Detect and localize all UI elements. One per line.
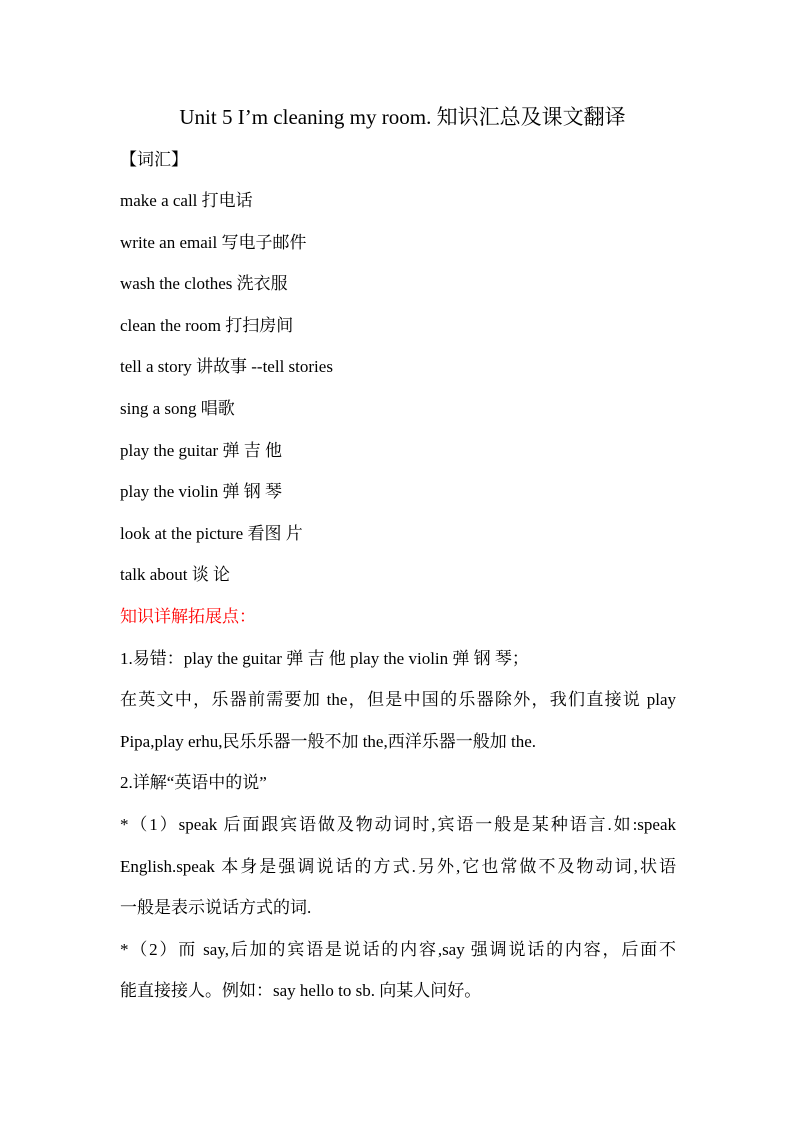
point-line: *（2）而 say,后加的宾语是说话的内容,say 强调说话的内容，后面不	[120, 940, 676, 959]
vocab-heading: 【词汇】	[120, 150, 188, 169]
vocab-item: write an email 写电子邮件	[120, 233, 307, 252]
point-line: English.speak 本身是强调说话的方式.另外,它也常做不及物动词,状语	[120, 857, 676, 876]
point-line: 1.易错：play the guitar 弹 吉 他 play the violin 弹 钢 琴；	[120, 649, 529, 668]
section-heading: 知识详解拓展点：	[120, 607, 256, 626]
vocab-item: tell a story 讲故事 --tell stories	[120, 357, 333, 376]
point-line: Pipa,play erhu,民乐乐器一般不加 the,西洋乐器一般加 the.	[120, 732, 536, 751]
vocab-item: play the guitar 弹 吉 他	[120, 441, 282, 460]
vocab-item: sing a song 唱歌	[120, 399, 235, 418]
vocab-item: clean the room 打扫房间	[120, 316, 294, 335]
vocab-item: talk about 谈 论	[120, 565, 231, 584]
vocab-item: look at the picture 看图 片	[120, 524, 303, 543]
vocab-item: make a call 打电话	[120, 191, 253, 210]
vocab-item: play the violin 弹 钢 琴	[120, 482, 282, 501]
page-title: Unit 5 I’m cleaning my room. 知识汇总及课文翻译	[179, 105, 626, 129]
point-line: 2.详解“英语中的说”	[120, 773, 267, 792]
point-line: *（1）speak 后面跟宾语做及物动词时,宾语一般是某种语言.如:speak	[120, 815, 676, 834]
vocab-item: wash the clothes 洗衣服	[120, 274, 288, 293]
point-line: 在英文中，乐器前需要加 the，但是中国的乐器除外，我们直接说 play	[120, 690, 676, 709]
point-line: 一般是表示说话方式的词.	[120, 898, 312, 917]
point-line: 能直接接人。例如：say hello to sb. 向某人问好。	[120, 981, 482, 1000]
